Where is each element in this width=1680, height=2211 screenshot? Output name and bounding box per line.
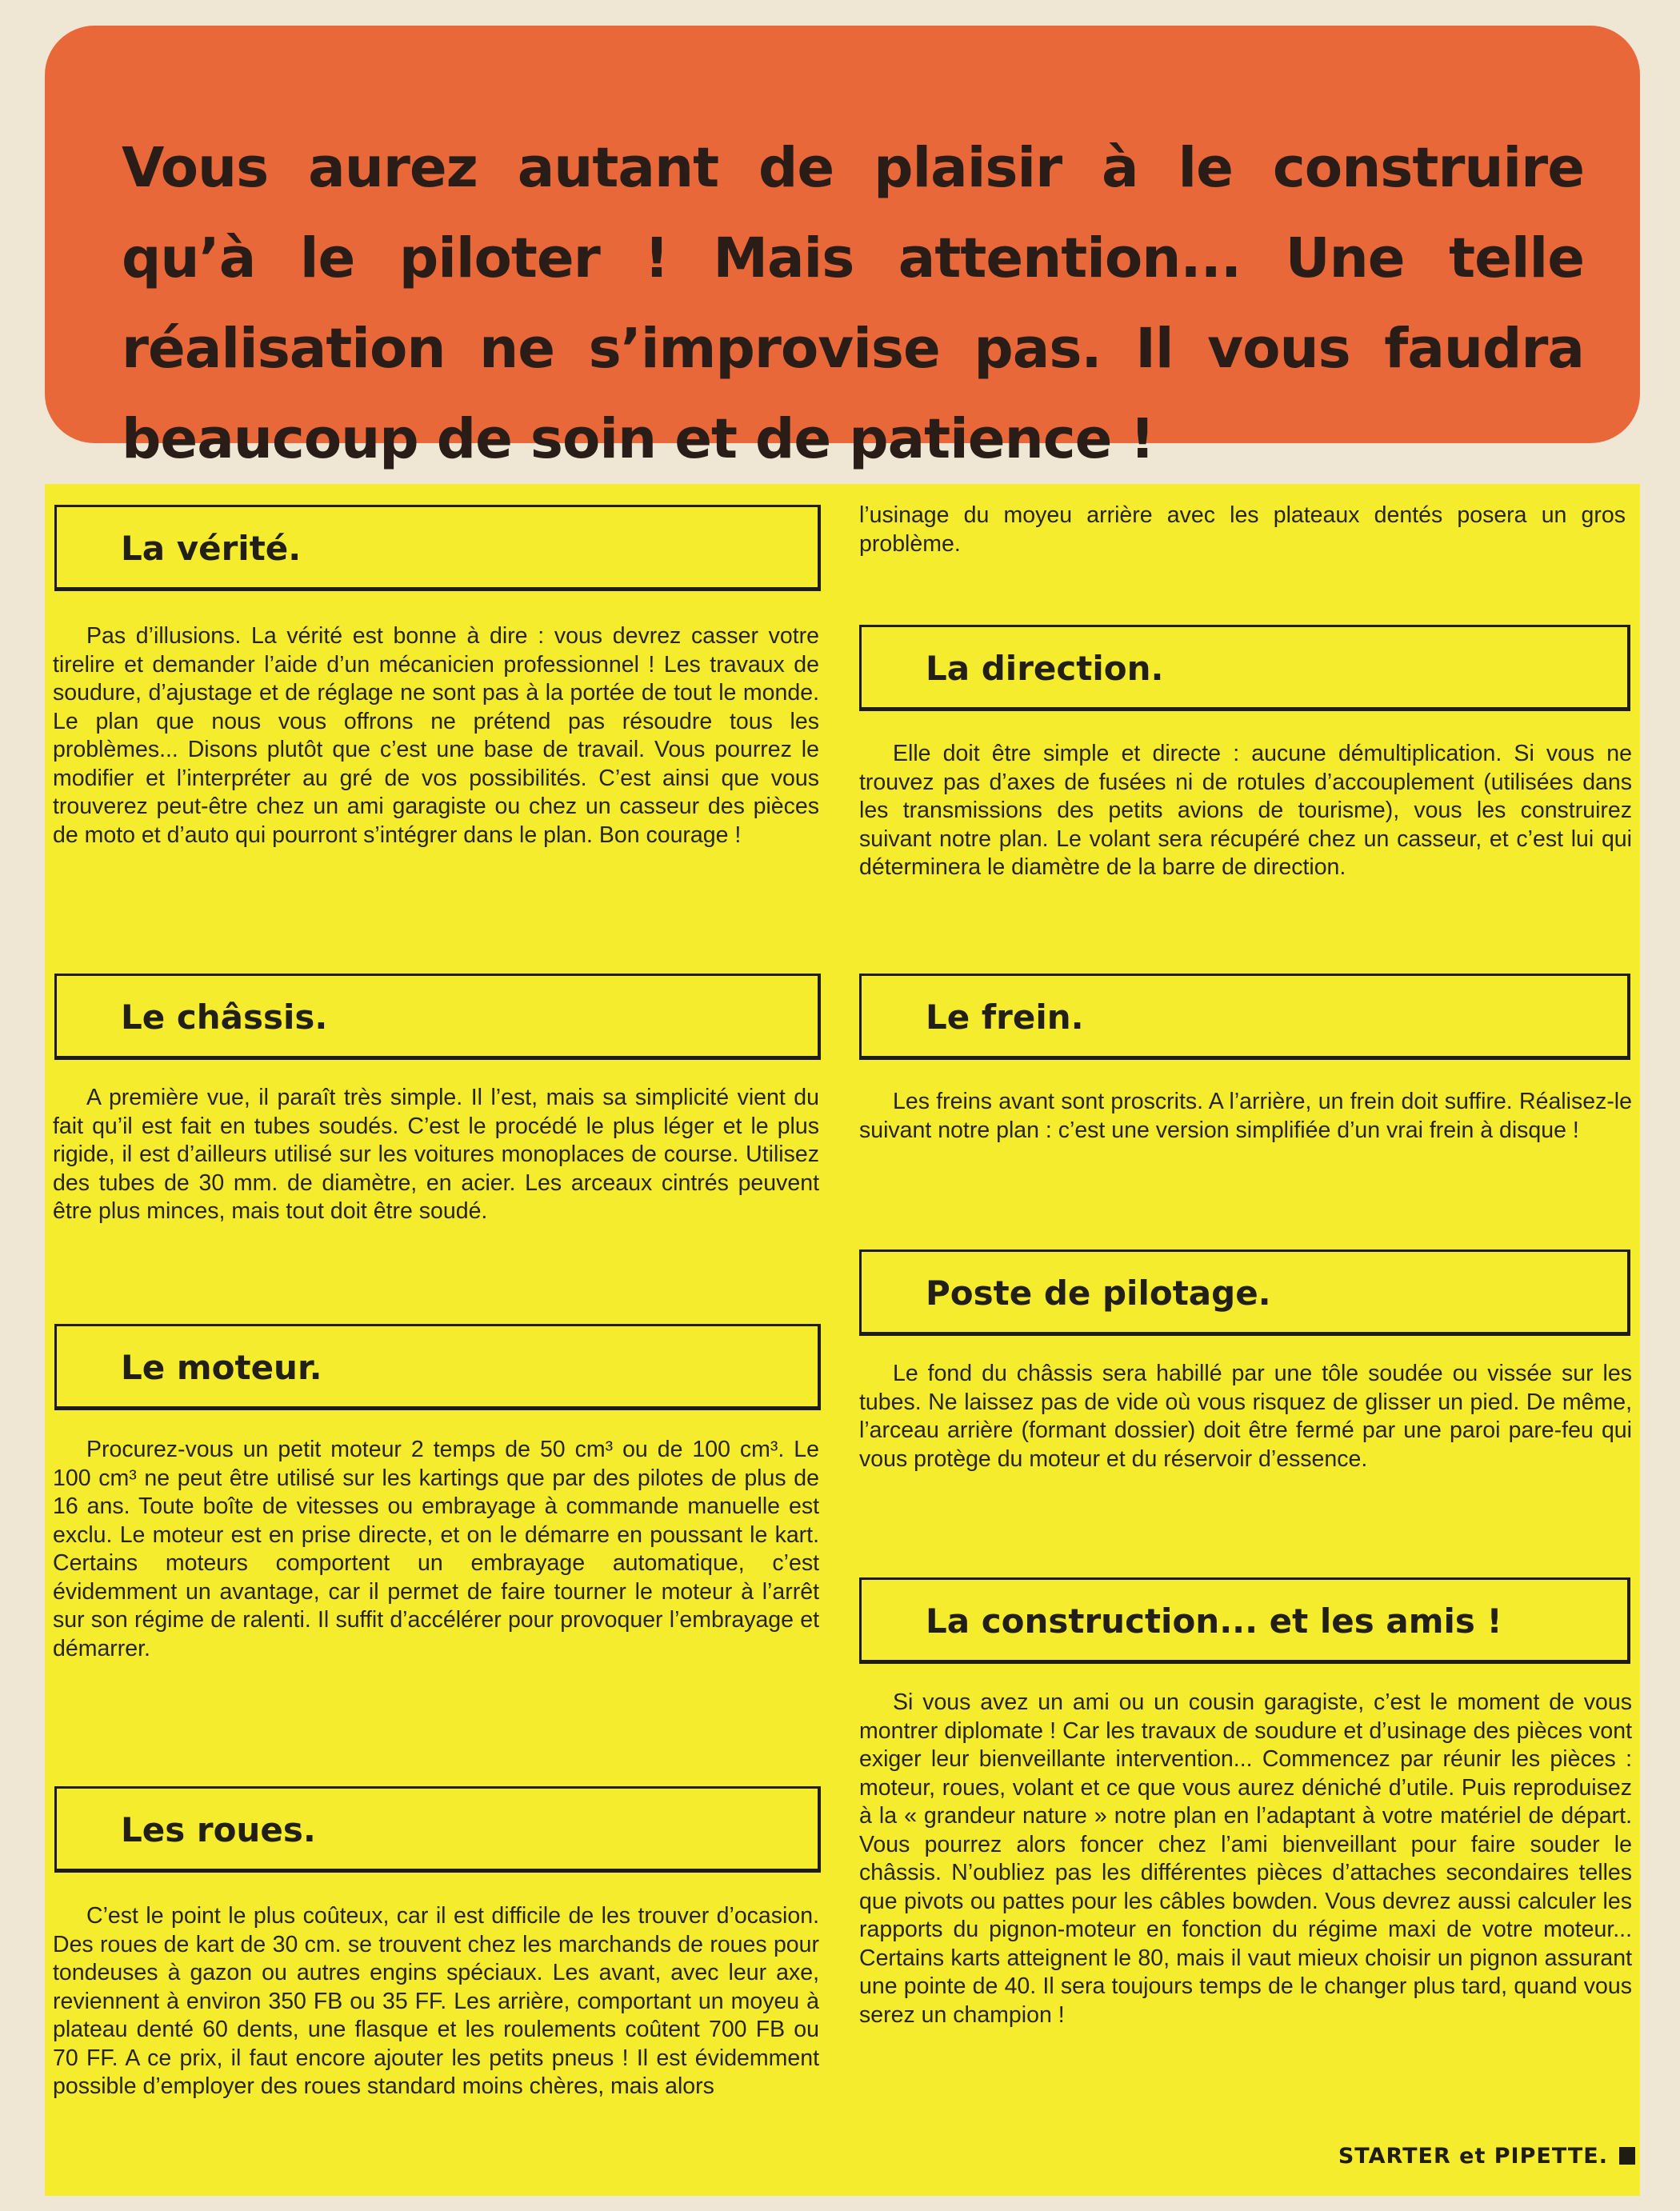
section-heading-direction xyxy=(859,625,1630,711)
section-heading-chassis xyxy=(54,974,821,1060)
section-body-poste: Le fond du châssis sera habillé par une tôle soudée ou vissée sur les tubes. Ne laissez pas de vide où vous risquez de glisser un pied. De même, l’arceau arrière (formant dossier) doit être fermé par une paroi pare-feu qui vous protège du moteur et du réservoir d’essence. xyxy=(859,1361,1632,1472)
section-title: Poste de pilotage. xyxy=(926,1273,1271,1313)
section-heading-roues xyxy=(54,1786,821,1873)
section-title: La construction... et les amis ! xyxy=(926,1601,1502,1641)
section-heading-construction xyxy=(859,1577,1630,1664)
section-body-construction: Si vous avez un ami ou un cousin garagiste, c’est le moment de vous montrer diplomate ! Car les travaux de soudure et d’usinage des pièces vont exiger leur bienveillante intervention... Commencez par réunir les pièces : moteur, roues, volant et ce que vous aurez déniché d’utile. Puis reproduisez à la « grandeur nature » notre plan en l’adaptant à votre matériel de départ. Vous pourrez alors foncer chez l’ami bienveillant pour faire souder le châssis. N’oubliez pas les différentes pièces d’attaches secondaires telles que pivots ou pattes pour les câbles bowden. Vous devrez aussi calculer les rapports du pignon-moteur en fonction du régime maxi de votre moteur... Certains karts atteignent le 80, mais il vaut mieux choisir un pignon assurant une pointe de 40. Il sera toujours temps de le changer plus tard, quand vous serez un champion ! xyxy=(859,1689,1632,2028)
signature-text: STARTER et PIPETTE. xyxy=(1338,2144,1608,2169)
section-heading-moteur xyxy=(54,1324,821,1410)
section-heading-verite xyxy=(54,505,821,591)
left-column xyxy=(45,484,821,2196)
section-body-roues-continued: l’usinage du moyeu arrière avec les plateaux dentés posera un gros problème. xyxy=(859,502,1626,557)
section-body-direction: Elle doit être simple et directe : aucune démultiplication. Si vous ne trouvez pas d’axes de fusées ni de rotules d’accouplement (utilisées dans les transmissions des petits avions de tourisme), vous les construirez suivant notre plan. Le volant sera récupéré chez un casseur, et c’est lui qui déterminera le diamètre de la barre de direction. xyxy=(859,741,1632,880)
right-column xyxy=(859,484,1635,2196)
article-panel xyxy=(45,484,1640,2196)
section-body-moteur: Procurez-vous un petit moteur 2 temps de 50 cm³ ou de 100 cm³. Le 100 cm³ ne peut être utilisé sur les kartings que par des pilotes de plus de 16 ans. Toute boîte de vitesses ou embrayage à commande manuelle est exclu. Le moteur est en prise directe, et on le démarre en poussant le kart. Certains moteurs comportent un embrayage automatique, c’est évidemment un avantage, car il permet de faire tourner le moteur à l’arrêt sur son régime de ralenti. Il suffit d’accélérer pour provoquer l’embrayage et démarrer. xyxy=(53,1437,819,1661)
section-title: Les roues. xyxy=(121,1810,316,1849)
end-of-article-mark xyxy=(1619,2147,1635,2165)
section-heading-poste xyxy=(859,1249,1630,1336)
headline-banner xyxy=(45,26,1640,471)
section-title: Le frein. xyxy=(926,998,1084,1037)
section-heading-frein xyxy=(859,974,1630,1060)
section-title: Le moteur. xyxy=(121,1348,322,1387)
section-title: Le châssis. xyxy=(121,998,328,1037)
section-body-verite: Pas d’illusions. La vérité est bonne à dire : vous devrez casser votre tirelire et demander l’aide d’un mécanicien professionnel ! Les travaux de soudure, d’ajustage et de réglage ne sont pas à la portée de tout le monde. Le plan que nous vous offrons ne prétend pas résoudre tous les problèmes... Disons plutôt que c’est une base de travail. Vous pourrez le modifier et l’interpréter au gré de vos possibilités. C’est ainsi que vous trouverez peut-être chez un ami garagiste ou chez un casseur des pièces de moto et d’auto qui pourront s’intégrer dans le plan. Bon courage ! xyxy=(53,623,819,848)
section-body-roues: C’est le point le plus coûteux, car il est difficile de les trouver d’ocasion. Des roues de kart de 30 cm. se trouvent chez les marchands de roues pour tondeuses à gazon ou autres engins spéciaux. Les avant, avec leur axe, reviennent à environ 350 FB ou 35 FF. Les arrière, comportant un moyeu à plateau denté 60 dents, une flasque et les roulements coûtent 700 FB ou 70 FF. A ce prix, il faut encore ajouter les petits pneus ! Il est évidemment possible d’employer des roues standard moins chères, mais alors xyxy=(53,1903,819,2099)
author-signature xyxy=(1338,2144,1635,2169)
section-title: La vérité. xyxy=(121,529,302,568)
section-body-frein: Les freins avant sont proscrits. A l’arrière, un frein doit suffire. Réalisez-le suivant notre plan : c’est une version simplifiée d’un vrai frein à disque ! xyxy=(859,1089,1632,1143)
section-body-chassis: A première vue, il paraît très simple. Il l’est, mais sa simplicité vient du fait qu’il est fait en tubes soudés. C’est le procédé le plus léger et le plus rigide, il est d’ailleurs utilisé sur les voitures monoplaces de course. Utilisez des tubes de 30 mm. de diamètre, en acier. Les arceaux cintrés peuvent être plus minces, mais tout doit être soudé. xyxy=(53,1085,819,1224)
headline-text: Vous aurez autant de plaisir à le construire qu’à le piloter ! Mais attention... Une telle réalisation ne s’improvise pas. Il vous faudra beaucoup de soin et de patience ! xyxy=(122,136,1584,471)
section-title: La direction. xyxy=(926,649,1164,688)
